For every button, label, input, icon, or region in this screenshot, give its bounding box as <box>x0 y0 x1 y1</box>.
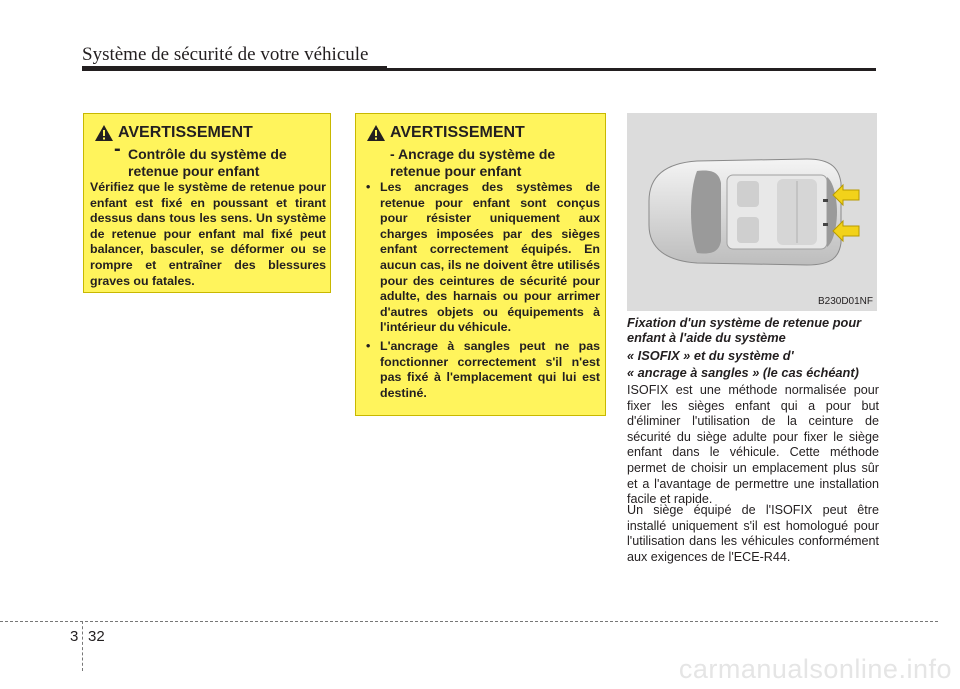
warning-dash: - <box>114 138 121 160</box>
list-item: • L'ancrage à sangles peut ne pas fonctionner correctement s'il n'est pas fixé à l'emplacement qui lui est destiné. <box>366 338 600 400</box>
figure-code: B230D01NF <box>817 296 873 307</box>
warning-triangle-icon <box>366 124 386 142</box>
warning-list <box>366 180 600 404</box>
warning-triangle-icon <box>94 124 114 142</box>
page-number: 32 <box>88 628 105 645</box>
figure-caption-line2: « ISOFIX » et du système d' <box>627 348 794 363</box>
watermark: carmanualsonline.info <box>678 654 952 684</box>
car-anchor-figure <box>627 113 877 311</box>
car-top-view-icon <box>627 113 877 311</box>
footer-vertical-divider <box>82 621 83 671</box>
body-paragraph-2: Un siège équipé de l'ISOFIX peut être installé uniquement s'il est homologué pour l'utilisation dans les véhicules conformément aux exigences de l'ECE-R44. <box>627 503 879 564</box>
warning-heading: AVERTISSEMENT <box>390 124 525 141</box>
warning-box-child-restraint-check <box>83 113 331 293</box>
page-header-title: Système de sécurité de votre véhicule <box>82 44 369 65</box>
list-item: • Les ancrages des systèmes de retenue pour enfant sont conçus pour résister uniquement aux charges imposées par des sièges enfant correctement équipés. En aucun cas, ils ne doivent être utilisés pour des ceintures de sécurité pour adulte, des harnais ou pour arrimer d'autres objets ou équipements à l'intérieur du véhicule. <box>366 180 600 335</box>
chapter-number: 3 <box>70 628 79 645</box>
header-rule <box>82 68 876 71</box>
body-paragraph-1: ISOFIX est une méthode normalisée pour fixer les sièges enfant qui a pour but d'éliminer l'utilisation de la ceinture de sécurité du siège adulte pour fixer le siège enfant dans le véhicule. Cette méthode permet de choisir un emplacement plus sûr et a l'avantage de permettre une installation facile et rapide. <box>627 383 879 507</box>
warning-subtitle: Contrôle du système de retenue pour enfant <box>128 146 287 179</box>
figure-caption-line3: « ancrage à sangles » (le cas échéant) <box>627 365 859 380</box>
footer-divider <box>0 621 938 622</box>
warning-subtitle: - Ancrage du système de retenue pour enfant <box>390 146 556 179</box>
warning-heading: AVERTISSEMENT <box>118 124 253 141</box>
figure-caption-title: Fixation d'un système de retenue pour enfant à l'aide du système <box>627 315 862 345</box>
warning-body: Vérifiez que le système de retenue pour enfant est fixé en poussant et tirant dessus dans tous les sens. Un système de retenue pour enfant mal fixé peut balancer, basculer, se déformer ou se rompre et entraîner des blessures graves ou fatales. <box>90 180 326 288</box>
warning-box-anchorage <box>355 113 606 416</box>
